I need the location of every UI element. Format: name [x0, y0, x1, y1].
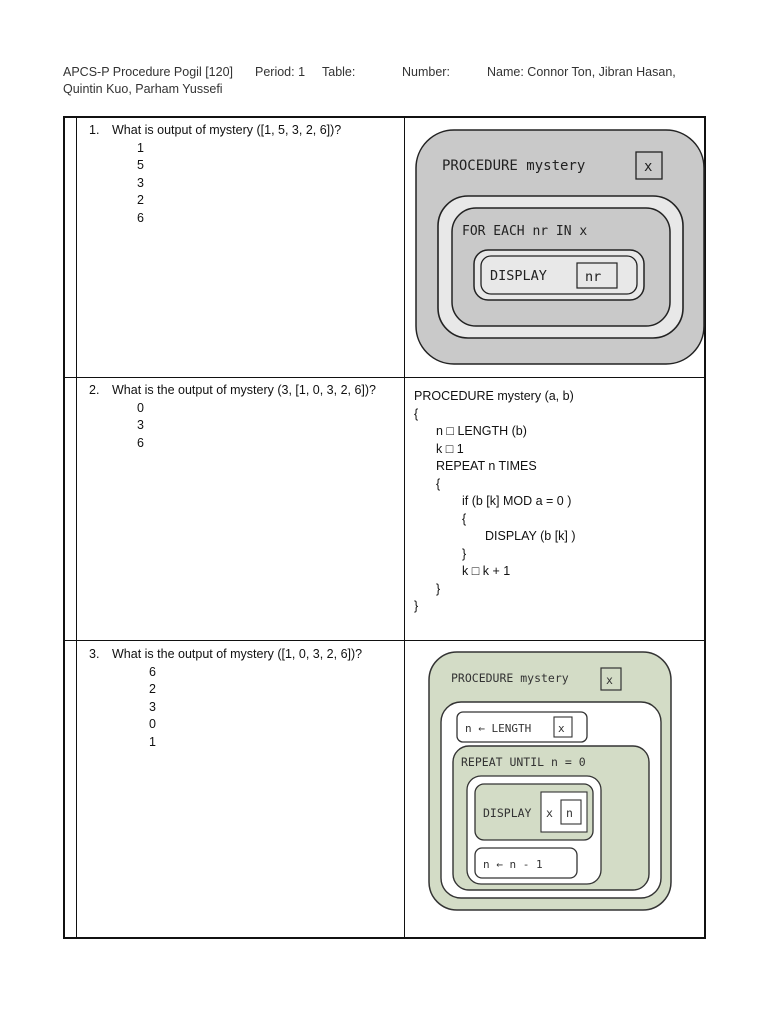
question-3-number: 3. [89, 647, 100, 661]
answer-line: 0 [137, 400, 144, 415]
question-3 [89, 646, 362, 751]
procedure-code-listing [414, 388, 576, 616]
question-2-prompt [89, 382, 376, 400]
code-line: { [462, 511, 467, 526]
worksheet-title: APCS-P Procedure Pogil [120] [63, 65, 234, 79]
row-divider-1 [65, 377, 704, 378]
code-line: if (b [k] MOD a = 0 ) [462, 494, 572, 508]
answer-line: 6 [137, 435, 144, 450]
code-line: } [414, 599, 419, 613]
code-line: { [414, 406, 419, 421]
display-list: x [546, 806, 553, 820]
code-line: } [462, 546, 467, 561]
answer-line: 3 [137, 418, 144, 432]
question-table [63, 116, 706, 939]
repeat-header: REPEAT UNTIL n = 0 [461, 755, 586, 769]
header-line-1 [63, 64, 713, 81]
display-index: n [566, 806, 573, 820]
procedure-header: PROCEDURE mystery [442, 158, 586, 174]
question-1 [89, 122, 341, 227]
question-3-prompt [89, 646, 362, 664]
row-divider-2 [65, 640, 704, 641]
answer-line: 2 [149, 682, 156, 696]
column-divider [404, 118, 405, 937]
question-1-number: 1. [89, 123, 100, 137]
length-statement: n ← LENGTH [465, 722, 532, 735]
code-line: PROCEDURE mystery (a, b) [414, 389, 574, 403]
code-line: k □ k + 1 [462, 564, 511, 578]
code-line: REPEAT n TIMES [436, 459, 537, 473]
number-label: Number: [402, 65, 450, 79]
question-2 [89, 382, 376, 452]
code-line: { [436, 476, 441, 491]
question-2-text: What is the output of mystery (3, [1, 0, 3, 2, 6])? [112, 383, 377, 397]
answer-line: 6 [149, 664, 156, 679]
display-label: DISPLAY [483, 806, 532, 820]
answer-line: 5 [137, 158, 144, 172]
code-line: k □ 1 [436, 441, 464, 456]
question-3-text: What is the output of mystery ([1, 0, 3, 2, 6])? [112, 647, 363, 661]
period-label: Period: 1 [255, 65, 306, 79]
procedure-block-diagram-3 [427, 650, 673, 914]
header [63, 64, 713, 98]
procedure-header: PROCEDURE mystery [451, 671, 569, 685]
question-2-number: 2. [89, 383, 100, 397]
question-1-prompt [89, 122, 341, 140]
margin-divider [76, 118, 77, 937]
answer-line: 0 [149, 717, 156, 731]
code-line: DISPLAY (b [k] ) [485, 529, 576, 543]
length-arg: x [558, 722, 565, 735]
procedure-block-diagram-1 [414, 128, 706, 366]
answer-line: 6 [137, 210, 144, 225]
header-line-2 [63, 81, 713, 98]
names-label: Name: Connor Ton, Jibran Hasan, [487, 65, 676, 79]
names-label-continued: Quintin Kuo, Parham Yussefi [63, 82, 223, 96]
param-label: x [644, 159, 653, 175]
table-label: Table: [322, 65, 356, 79]
display-label: DISPLAY [490, 268, 547, 284]
display-arg: nr [585, 269, 602, 285]
code-line: } [436, 581, 441, 596]
answer-line: 1 [149, 734, 156, 749]
answer-line: 3 [137, 175, 144, 190]
answer-line: 3 [149, 699, 156, 714]
for-each-header: FOR EACH nr IN x [462, 224, 588, 239]
param-label: x [606, 673, 613, 687]
answer-line: 2 [137, 193, 144, 207]
answer-line: 1 [137, 140, 144, 155]
question-1-text: What is output of mystery ([1, 5, 3, 2, 6])? [112, 123, 342, 137]
decrement-statement: n ← n - 1 [483, 858, 543, 871]
code-line: n □ LENGTH (b) [436, 424, 527, 438]
